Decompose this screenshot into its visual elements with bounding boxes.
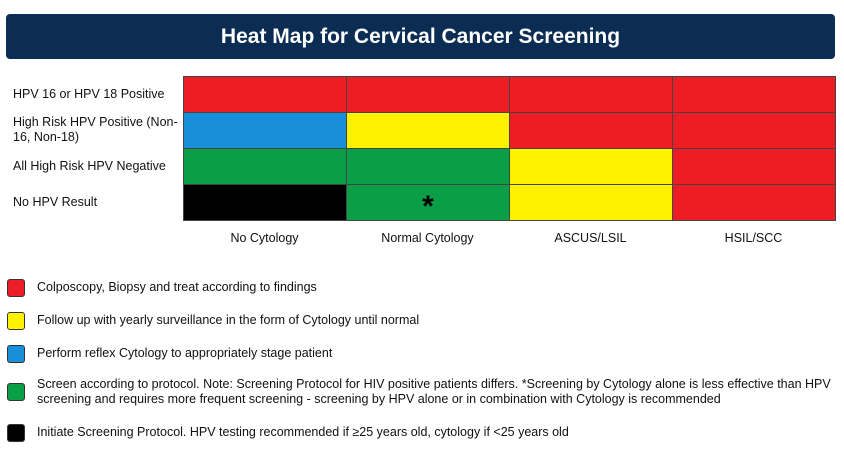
legend-text: Perform reflex Cytology to appropriately stage patient bbox=[37, 346, 333, 360]
row-label: No HPV Result bbox=[13, 194, 98, 209]
heatmap-cell bbox=[509, 148, 673, 185]
chart-title: Heat Map for Cervical Cancer Screening bbox=[6, 14, 835, 59]
heatmap-cell bbox=[509, 76, 673, 113]
heatmap-cell bbox=[672, 112, 836, 149]
asterisk-mark: * bbox=[422, 190, 434, 223]
heatmap-cell bbox=[346, 184, 510, 221]
column-label: No Cytology bbox=[230, 231, 299, 245]
heatmap-cell bbox=[672, 76, 836, 113]
legend-swatch bbox=[7, 424, 25, 442]
heatmap-cell bbox=[346, 148, 510, 185]
column-label: Normal Cytology bbox=[381, 231, 474, 245]
heatmap-cell bbox=[183, 184, 347, 221]
row-label: High Risk HPV Positive (Non-16, Non-18) bbox=[13, 115, 178, 144]
heatmap-cell bbox=[509, 112, 673, 149]
column-label: ASCUS/LSIL bbox=[554, 231, 627, 245]
column-label: HSIL/SCC bbox=[724, 231, 783, 245]
legend-text: Initiate Screening Protocol. HPV testing recommended if ≥25 years old, cytology if <25 years old bbox=[37, 425, 569, 439]
legend-swatch bbox=[7, 312, 25, 330]
legend-text: Colposcopy, Biopsy and treat according to findings bbox=[37, 280, 317, 294]
legend-swatch bbox=[7, 279, 25, 297]
legend-swatch bbox=[7, 383, 25, 401]
heatmap-cell bbox=[183, 76, 347, 113]
heatmap-cell bbox=[346, 76, 510, 113]
legend-text: Follow up with yearly surveillance in the form of Cytology until normal bbox=[37, 313, 420, 327]
row-label: All High Risk HPV Negative bbox=[13, 158, 166, 173]
heatmap-grid bbox=[183, 76, 835, 223]
heatmap-cell bbox=[183, 148, 347, 185]
heatmap-cell bbox=[346, 112, 510, 149]
legend-swatch bbox=[7, 345, 25, 363]
heatmap-cell bbox=[672, 148, 836, 185]
heatmap-cell bbox=[183, 112, 347, 149]
legend-text: Screen according to protocol. Note: Screening Protocol for HIV positive patients differs. *Screening by Cytology alone is less effective than HPV screening and requires more frequent screening - screening by HPV alone or in combination with Cytology is recommended bbox=[37, 377, 831, 406]
heatmap-cell bbox=[672, 184, 836, 221]
row-label: HPV 16 or HPV 18 Positive bbox=[13, 86, 165, 101]
heatmap-cell bbox=[509, 184, 673, 221]
